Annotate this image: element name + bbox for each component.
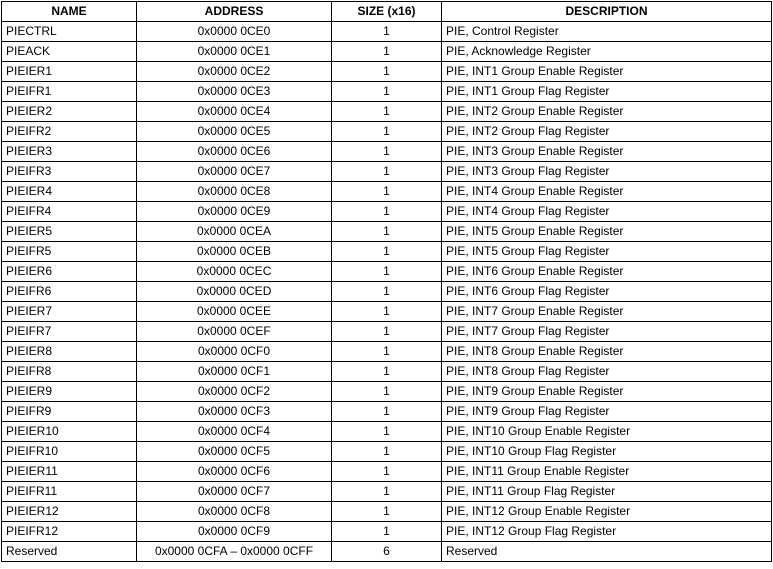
register-address-cell: 0x0000 0CEA xyxy=(137,222,332,242)
register-description-cell: PIE, INT12 Group Enable Register xyxy=(442,502,772,522)
register-name-cell: Reserved xyxy=(2,542,137,562)
register-name-cell: PIEIFR10 xyxy=(2,442,137,462)
register-size-cell: 1 xyxy=(332,322,442,342)
table-body xyxy=(2,22,772,562)
register-description-cell: PIE, INT10 Group Flag Register xyxy=(442,442,772,462)
table-row xyxy=(2,362,772,382)
register-description-cell: PIE, INT2 Group Enable Register xyxy=(442,102,772,122)
table-row xyxy=(2,322,772,342)
table-row xyxy=(2,522,772,542)
register-description-cell: PIE, INT8 Group Flag Register xyxy=(442,362,772,382)
header-address: ADDRESS xyxy=(137,2,332,22)
register-address-cell: 0x0000 0CF6 xyxy=(137,462,332,482)
register-size-cell: 1 xyxy=(332,22,442,42)
register-size-cell: 1 xyxy=(332,82,442,102)
register-address-cell: 0x0000 0CE1 xyxy=(137,42,332,62)
register-name-cell: PIEIER10 xyxy=(2,422,137,442)
register-name-cell: PIEIER1 xyxy=(2,62,137,82)
register-address-cell: 0x0000 0CF8 xyxy=(137,502,332,522)
register-address-cell: 0x0000 0CE8 xyxy=(137,182,332,202)
table-row xyxy=(2,182,772,202)
register-address-cell: 0x0000 0CF2 xyxy=(137,382,332,402)
register-address-cell: 0x0000 0CE0 xyxy=(137,22,332,42)
register-name-cell: PIEIFR9 xyxy=(2,402,137,422)
register-size-cell: 1 xyxy=(332,202,442,222)
register-description-cell: PIE, INT8 Group Enable Register xyxy=(442,342,772,362)
register-description-cell: PIE, INT6 Group Enable Register xyxy=(442,262,772,282)
register-address-cell: 0x0000 0CE4 xyxy=(137,102,332,122)
table-row xyxy=(2,402,772,422)
table-row xyxy=(2,142,772,162)
register-name-cell: PIEIFR11 xyxy=(2,482,137,502)
register-description-cell: PIE, INT11 Group Enable Register xyxy=(442,462,772,482)
register-description-cell: PIE, INT5 Group Enable Register xyxy=(442,222,772,242)
register-address-cell: 0x0000 0CEB xyxy=(137,242,332,262)
table-row xyxy=(2,542,772,562)
table-row xyxy=(2,482,772,502)
register-name-cell: PIEIFR1 xyxy=(2,82,137,102)
register-size-cell: 1 xyxy=(332,42,442,62)
register-description-cell: PIE, INT4 Group Flag Register xyxy=(442,202,772,222)
register-name-cell: PIEACK xyxy=(2,42,137,62)
register-name-cell: PIEIFR5 xyxy=(2,242,137,262)
register-size-cell: 1 xyxy=(332,362,442,382)
register-description-cell: PIE, INT4 Group Enable Register xyxy=(442,182,772,202)
register-description-cell: PIE, Control Register xyxy=(442,22,772,42)
table-row xyxy=(2,62,772,82)
register-name-cell: PIEIFR3 xyxy=(2,162,137,182)
register-address-cell: 0x0000 0CEC xyxy=(137,262,332,282)
register-size-cell: 1 xyxy=(332,222,442,242)
register-name-cell: PIEIER5 xyxy=(2,222,137,242)
register-address-cell: 0x0000 0CE2 xyxy=(137,62,332,82)
register-name-cell: PIEIFR4 xyxy=(2,202,137,222)
table-row xyxy=(2,122,772,142)
register-name-cell: PIECTRL xyxy=(2,22,137,42)
table-header-row xyxy=(2,2,772,22)
register-address-cell: 0x0000 0CED xyxy=(137,282,332,302)
register-size-cell: 1 xyxy=(332,422,442,442)
table-row xyxy=(2,202,772,222)
register-table xyxy=(1,1,772,562)
register-size-cell: 1 xyxy=(332,342,442,362)
register-description-cell: PIE, INT7 Group Flag Register xyxy=(442,322,772,342)
register-size-cell: 1 xyxy=(332,142,442,162)
table-row xyxy=(2,42,772,62)
register-description-cell: Reserved xyxy=(442,542,772,562)
register-description-cell: PIE, INT7 Group Enable Register xyxy=(442,302,772,322)
register-name-cell: PIEIER8 xyxy=(2,342,137,362)
register-size-cell: 1 xyxy=(332,442,442,462)
register-size-cell: 1 xyxy=(332,462,442,482)
register-address-cell: 0x0000 0CF7 xyxy=(137,482,332,502)
register-name-cell: PIEIER9 xyxy=(2,382,137,402)
table-row xyxy=(2,162,772,182)
register-address-cell: 0x0000 0CE7 xyxy=(137,162,332,182)
register-address-cell: 0x0000 0CE6 xyxy=(137,142,332,162)
register-description-cell: PIE, INT3 Group Flag Register xyxy=(442,162,772,182)
table-row xyxy=(2,382,772,402)
register-address-cell: 0x0000 0CF3 xyxy=(137,402,332,422)
register-description-cell: PIE, INT10 Group Enable Register xyxy=(442,422,772,442)
register-name-cell: PIEIER4 xyxy=(2,182,137,202)
register-address-cell: 0x0000 0CF0 xyxy=(137,342,332,362)
register-description-cell: PIE, INT6 Group Flag Register xyxy=(442,282,772,302)
header-name: NAME xyxy=(2,2,137,22)
table-row xyxy=(2,302,772,322)
register-description-cell: PIE, INT9 Group Enable Register xyxy=(442,382,772,402)
register-name-cell: PIEIER11 xyxy=(2,462,137,482)
table-row xyxy=(2,242,772,262)
register-size-cell: 1 xyxy=(332,102,442,122)
register-description-cell: PIE, INT11 Group Flag Register xyxy=(442,482,772,502)
register-name-cell: PIEIER3 xyxy=(2,142,137,162)
register-size-cell: 1 xyxy=(332,262,442,282)
register-name-cell: PIEIER6 xyxy=(2,262,137,282)
table-row xyxy=(2,462,772,482)
register-address-cell: 0x0000 0CEE xyxy=(137,302,332,322)
table-row xyxy=(2,102,772,122)
register-description-cell: PIE, INT9 Group Flag Register xyxy=(442,402,772,422)
register-description-cell: PIE, INT1 Group Enable Register xyxy=(442,62,772,82)
register-size-cell: 1 xyxy=(332,382,442,402)
register-name-cell: PIEIER12 xyxy=(2,502,137,522)
register-size-cell: 1 xyxy=(332,502,442,522)
register-address-cell: 0x0000 0CF5 xyxy=(137,442,332,462)
register-description-cell: PIE, INT12 Group Flag Register xyxy=(442,522,772,542)
register-size-cell: 1 xyxy=(332,122,442,142)
register-size-cell: 1 xyxy=(332,482,442,502)
register-address-cell: 0x0000 0CE3 xyxy=(137,82,332,102)
register-address-cell: 0x0000 0CE9 xyxy=(137,202,332,222)
table-row xyxy=(2,342,772,362)
table-row xyxy=(2,442,772,462)
register-name-cell: PIEIER2 xyxy=(2,102,137,122)
register-address-cell: 0x0000 0CFA – 0x0000 0CFF xyxy=(137,542,332,562)
register-description-cell: PIE, INT3 Group Enable Register xyxy=(442,142,772,162)
table-row xyxy=(2,502,772,522)
register-address-cell: 0x0000 0CF4 xyxy=(137,422,332,442)
table-row xyxy=(2,222,772,242)
register-name-cell: PIEIFR2 xyxy=(2,122,137,142)
register-address-cell: 0x0000 0CF1 xyxy=(137,362,332,382)
table-row xyxy=(2,262,772,282)
register-size-cell: 1 xyxy=(332,402,442,422)
header-description: DESCRIPTION xyxy=(442,2,772,22)
register-size-cell: 1 xyxy=(332,242,442,262)
register-description-cell: PIE, INT5 Group Flag Register xyxy=(442,242,772,262)
register-size-cell: 1 xyxy=(332,62,442,82)
table-row xyxy=(2,82,772,102)
register-size-cell: 1 xyxy=(332,282,442,302)
register-name-cell: PIEIFR8 xyxy=(2,362,137,382)
register-description-cell: PIE, Acknowledge Register xyxy=(442,42,772,62)
register-size-cell: 1 xyxy=(332,182,442,202)
header-size: SIZE (x16) xyxy=(332,2,442,22)
register-description-cell: PIE, INT2 Group Flag Register xyxy=(442,122,772,142)
register-address-cell: 0x0000 0CE5 xyxy=(137,122,332,142)
register-description-cell: PIE, INT1 Group Flag Register xyxy=(442,82,772,102)
register-name-cell: PIEIFR12 xyxy=(2,522,137,542)
table-row xyxy=(2,22,772,42)
register-name-cell: PIEIER7 xyxy=(2,302,137,322)
register-size-cell: 6 xyxy=(332,542,442,562)
register-address-cell: 0x0000 0CF9 xyxy=(137,522,332,542)
register-address-cell: 0x0000 0CEF xyxy=(137,322,332,342)
table-row xyxy=(2,422,772,442)
register-size-cell: 1 xyxy=(332,522,442,542)
register-name-cell: PIEIFR6 xyxy=(2,282,137,302)
table-row xyxy=(2,282,772,302)
register-size-cell: 1 xyxy=(332,302,442,322)
register-size-cell: 1 xyxy=(332,162,442,182)
register-name-cell: PIEIFR7 xyxy=(2,322,137,342)
